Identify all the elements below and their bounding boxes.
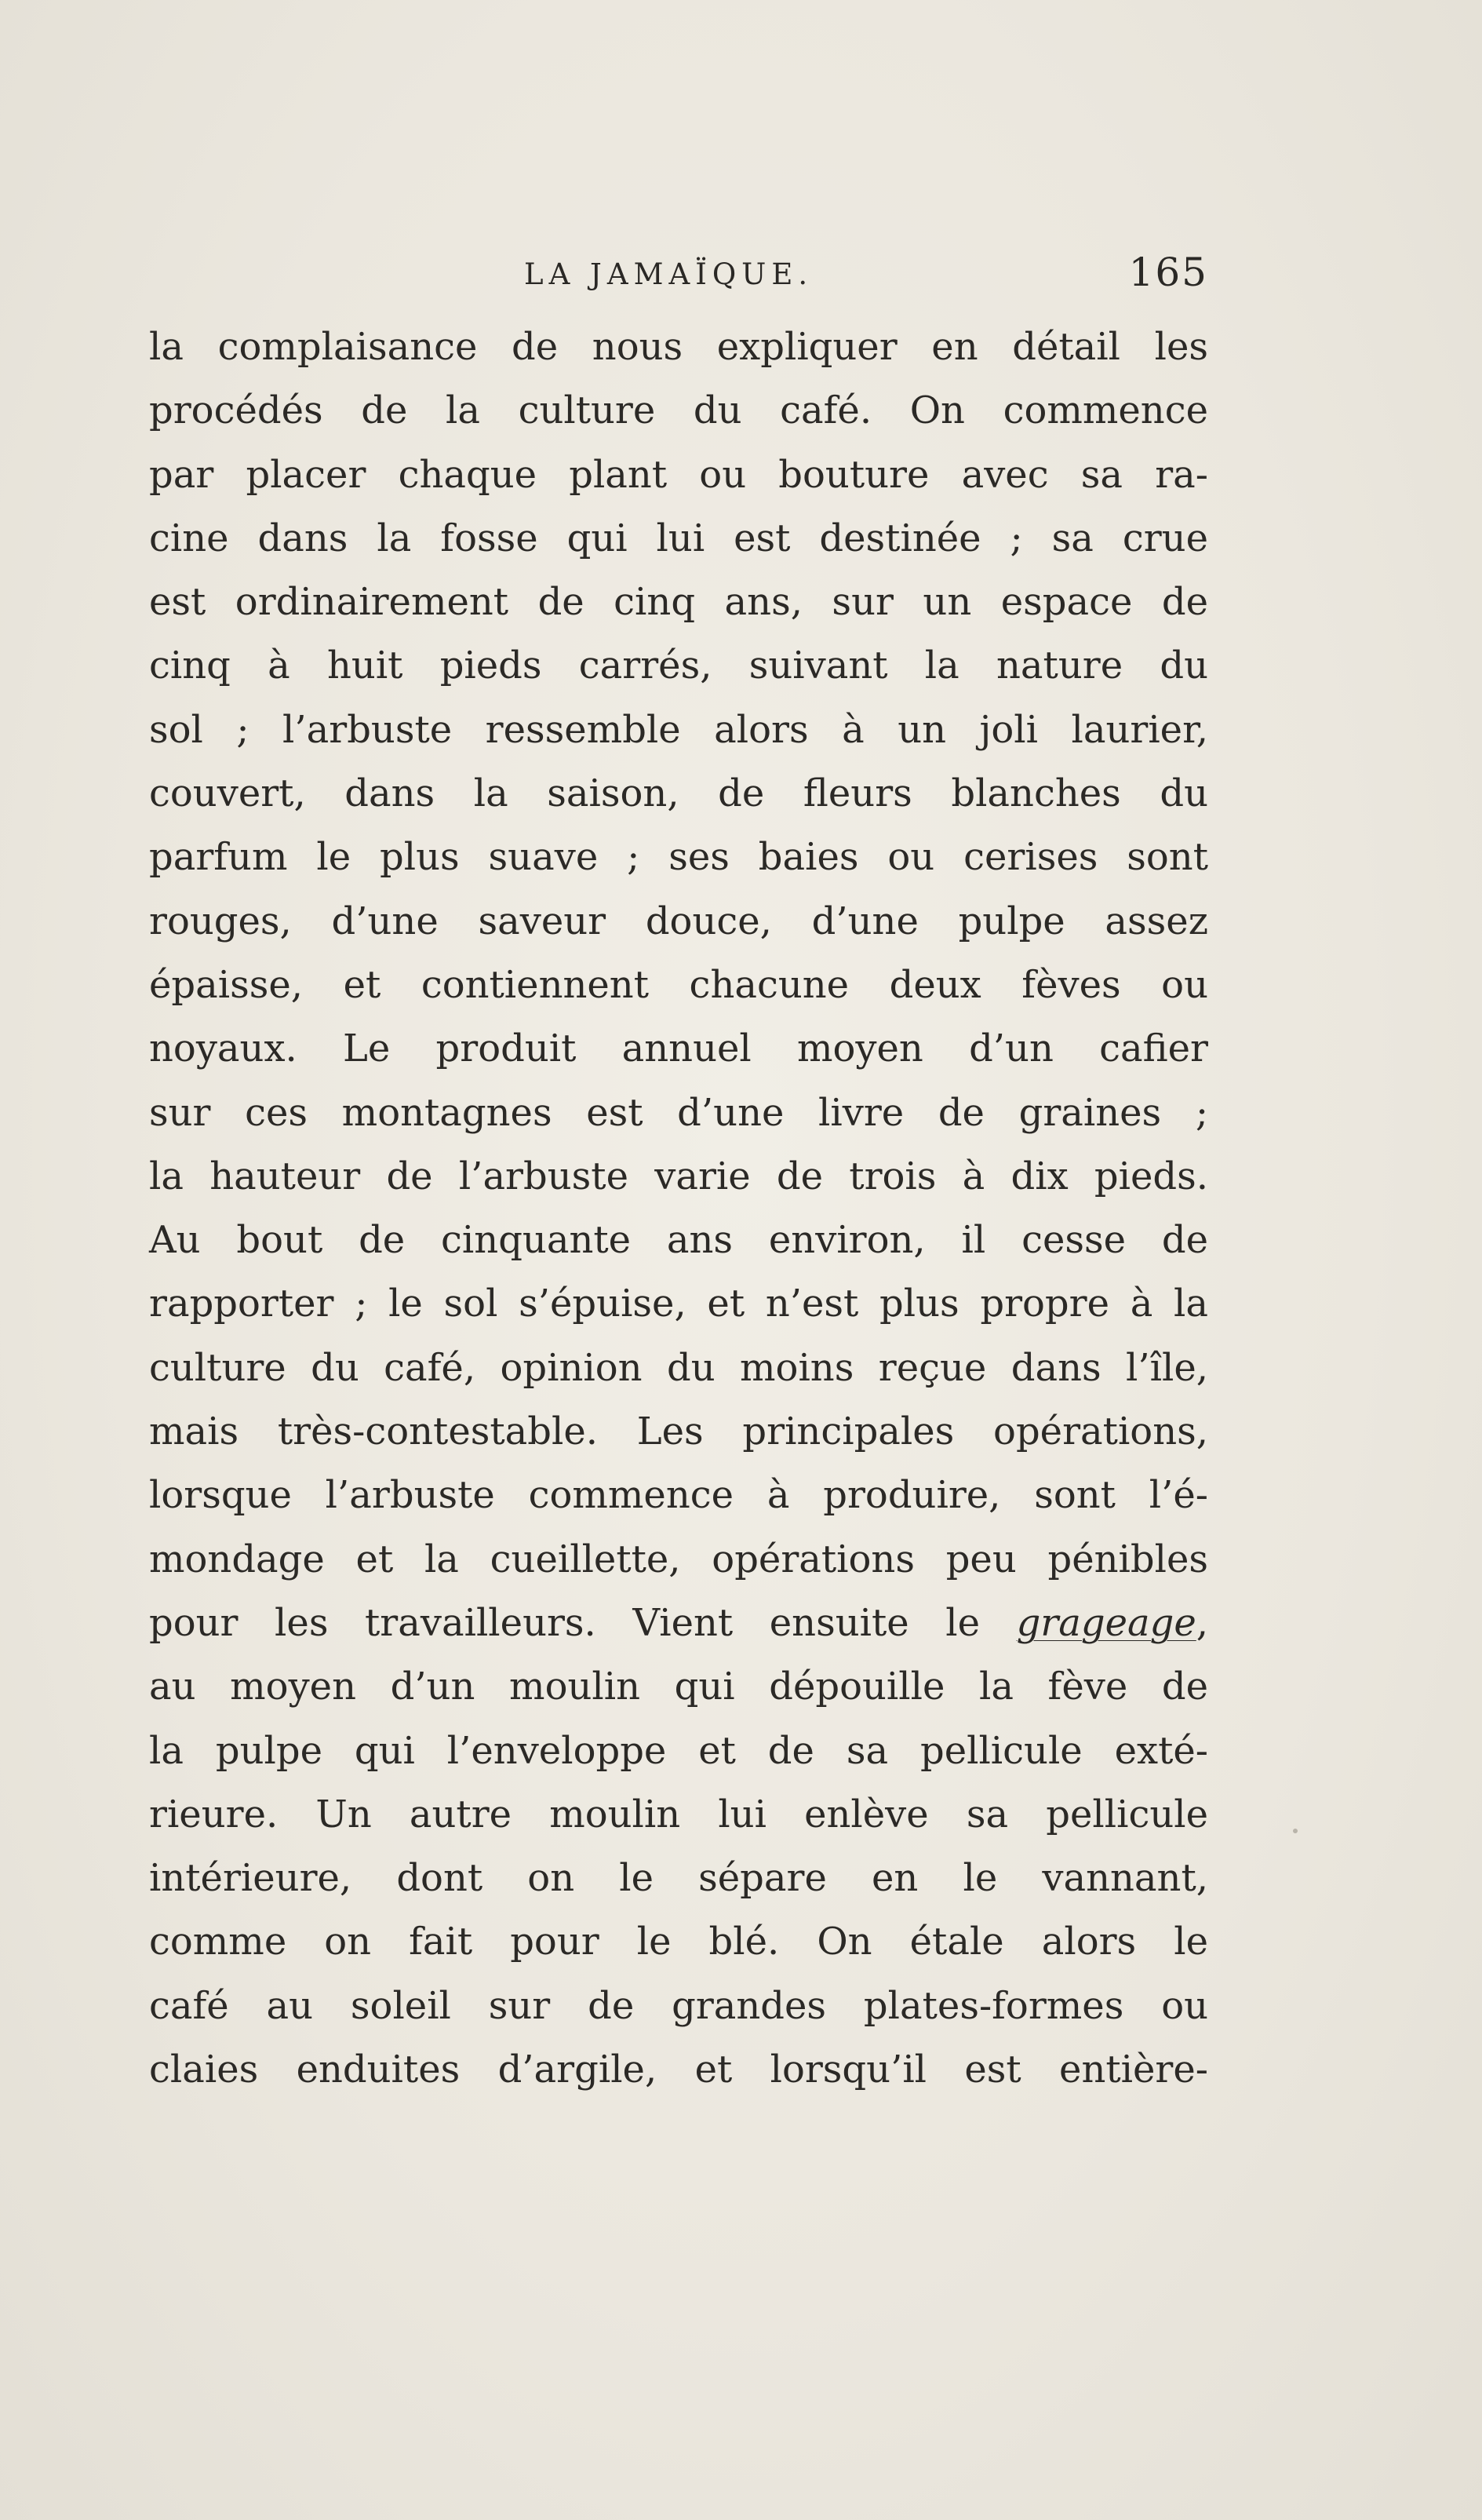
page-number: 165	[1128, 250, 1208, 295]
text-line: café au soleil sur de grandes plates-formes ou	[149, 1983, 1208, 2028]
page-header	[149, 250, 1208, 305]
text-line: est ordinairement de cinq ans, sur un espace de	[149, 580, 1208, 625]
text-line: rouges, d’une saveur douce, d’une pulpe assez	[149, 899, 1208, 943]
text-line: lorsque l’arbuste commence à produire, sont l’é-	[149, 1473, 1208, 1518]
running-title: LA JAMAÏQUE.	[524, 257, 814, 291]
text-line: couvert, dans la saison, de fleurs blanches du	[149, 771, 1208, 816]
italic-term: grageage	[1016, 1600, 1196, 1645]
text-segment: ,	[1196, 1600, 1208, 1645]
text-line: noyaux. Le produit annuel moyen d’un cafier	[149, 1027, 1208, 1071]
text-line: épaisse, et contiennent chacune deux fèves ou	[149, 962, 1208, 1007]
text-line: la hauteur de l’arbuste varie de trois à dix pieds.	[149, 1154, 1208, 1198]
text-line: par placer chaque plant ou bouture avec sa ra-	[149, 452, 1208, 497]
text-line: mondage et la cueillette, opérations peu pénibles	[149, 1537, 1208, 1581]
text-line: la complaisance de nous expliquer en détail les	[149, 325, 1208, 369]
text-line: comme on fait pour le blé. On étale alors le	[149, 1920, 1208, 1964]
text-line: rapporter ; le sol s’épuise, et n’est plus propre à la	[149, 1282, 1208, 1326]
text-segment: pour les travailleurs. Vient ensuite le	[149, 1600, 1017, 1645]
text-line: claies enduites d’argile, et lorsqu’il est entière-	[149, 2048, 1208, 2092]
text-line: cine dans la fosse qui lui est destinée ; sa crue	[149, 516, 1208, 560]
paper-speck	[1293, 1829, 1298, 1833]
text-line-with-italic	[149, 1592, 1208, 1655]
text-line: procédés de la culture du café. On commence	[149, 388, 1208, 433]
text-line: culture du café, opinion du moins reçue dans l’île,	[149, 1345, 1208, 1390]
text-line: sol ; l’arbuste ressemble alors à un joli laurier,	[149, 707, 1208, 752]
body-text	[149, 315, 1208, 2102]
text-line: au moyen d’un moulin qui dépouille la fève de	[149, 1665, 1208, 1709]
text-line: cinq à huit pieds carrés, suivant la nature du	[149, 644, 1208, 688]
text-line: la pulpe qui l’enveloppe et de sa pellicule exté-	[149, 1728, 1208, 1773]
text-line: mais très-contestable. Les principales opérations,	[149, 1410, 1208, 1454]
text-line: sur ces montagnes est d’une livre de graines ;	[149, 1090, 1208, 1135]
text-line: Au bout de cinquante ans environ, il cesse de	[149, 1218, 1208, 1263]
text-line: rieure. Un autre moulin lui enlève sa pellicule	[149, 1792, 1208, 1836]
text-line: parfum le plus suave ; ses baies ou cerises sont	[149, 835, 1208, 880]
text-line: intérieure, dont on le sépare en le vannant,	[149, 1856, 1208, 1901]
